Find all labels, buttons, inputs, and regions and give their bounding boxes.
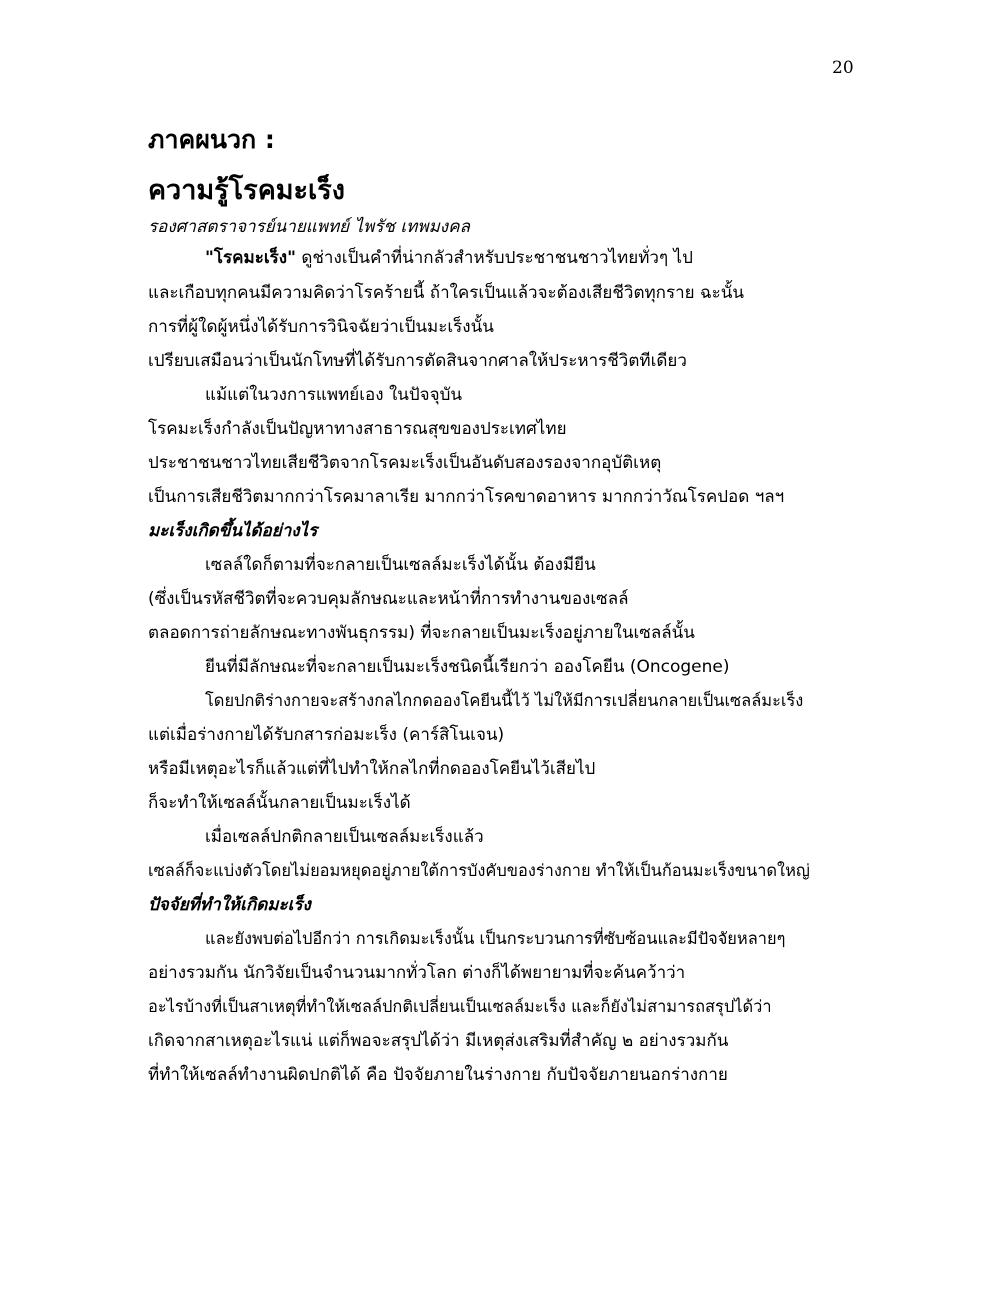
paragraph-3-first-line: เซลล์ใดก็ตามที่จะกลายเป็นเซลล์มะเร็งได้นั้น ต้องมียีน xyxy=(205,555,596,575)
paragraph-7-first-line: และยังพบต่อไปอีกว่า การเกิดมะเร็งนั้น เป็นกระบวนการที่ซับซ้อนและมีปัจจัยหลายๆ xyxy=(205,929,786,948)
paragraph-5-first-line: โดยปกติร่างกายจะสร้างกลไกกดอองโคยีนนี้ไว้ ไม่ให้มีการเปลี่ยนกลายเป็นเซลล์มะเร็ง xyxy=(205,691,804,710)
appendix-title: ภาคผนวก : xyxy=(148,125,275,154)
paragraph-1-line: การที่ผู้ใดผู้หนึ่งได้รับการวินิจฉัยว่าเป็นมะเร็งนั้น xyxy=(148,317,494,337)
paragraph-3-line: (ซึ่งเป็นรหัสชีวิตที่จะควบคุมลักษณะและหน้าที่การทำงานของเซลล์ xyxy=(148,589,629,609)
paragraph-7-line: อย่างรวมกัน นักวิจัยเป็นจำนวนมากทั่วโลก ต่างก็ได้พยายามที่จะค้นคว้าว่า xyxy=(148,963,686,983)
paragraph-1-line: และเกือบทุกคนมีความคิดว่าโรคร้ายนี้ ถ้าใครเป็นแล้วจะต้องเสียชีวิตทุกราย ฉะนั้น xyxy=(148,283,744,303)
page-number: 20 xyxy=(832,58,854,78)
paragraph-1-line: เปรียบเสมือนว่าเป็นนักโทษที่ได้รับการตัดสินจากศาลให้ประหารชีวิตทีเดียว xyxy=(148,351,687,371)
paragraph-1-first-line xyxy=(205,246,693,270)
term-cancer-bold: "โรคมะเร็ง" xyxy=(205,248,296,268)
paragraph-6-first-line: เมื่อเซลล์ปกติกลายเป็นเซลล์มะเร็งแล้ว xyxy=(205,827,484,847)
section-heading-cancer-factors: ปัจจัยที่ทำให้เกิดมะเร็ง xyxy=(148,895,311,915)
paragraph-5-line: แต่เมื่อร่างกายได้รับกสารก่อมะเร็ง (คาร์สิโนเจน) xyxy=(148,725,505,745)
paragraph-5-line: ก็จะทำให้เซลล์นั้นกลายเป็นมะเร็งได้ xyxy=(148,793,411,813)
paragraph-5-line: หรือมีเหตุอะไรก็แล้วแต่ที่ไปทำให้กลไกที่กดอองโคยีนไว้เสียไป xyxy=(148,759,596,779)
paragraph-7-line: เกิดจากสาเหตุอะไรแน่ แต่ก็พอจะสรุปได้ว่า มีเหตุส่งเสริมที่สำคัญ ๒ อย่างรวมกัน xyxy=(148,1031,729,1051)
paragraph-2-line: โรคมะเร็งกำลังเป็นปัญหาทางสาธารณสุขของประเทศไทย xyxy=(148,419,567,439)
paragraph-1-lead-text: ดูช่างเป็นคำที่น่ากลัวสำหรับประชาชนชาวไทยทั่วๆ ไป xyxy=(295,248,693,268)
paragraph-3-line: ตลอดการถ่ายลักษณะทางพันธุกรรม) ที่จะกลายเป็นมะเร็งอยู่ภายในเซลล์นั้น xyxy=(148,623,695,643)
paragraph-2-line: ประชาชนชาวไทยเสียชีวิตจากโรคมะเร็งเป็นอันดับสองรองจากอุบัติเหตุ xyxy=(148,453,662,473)
paragraph-7-line: อะไรบ้างที่เป็นสาเหตุที่ทำให้เซลล์ปกติเปลี่ยนเป็นเซลล์มะเร็ง และก็ยังไม่สามารถสรุปได้ว่า xyxy=(148,997,772,1016)
paragraph-7-line: ที่ทำให้เซลล์ทำงานผิดปกติได้ คือ ปัจจัยภายในร่างกาย กับปัจจัยภายนอกร่างกาย xyxy=(148,1065,728,1085)
paragraph-2-line: เป็นการเสียชีวิตมากกว่าโรคมาลาเรีย มากกว่าโรคขาดอาหาร มากกว่าวัณโรคปอด ฯลฯ xyxy=(148,487,785,507)
paragraph-6-line: เซลล์ก็จะแบ่งตัวโดยไม่ยอมหยุดอยู่ภายใต้การบังคับของร่างกาย ทำให้เป็นก้อนมะเร็งขนาดใหญ่ xyxy=(148,861,810,880)
main-title: ความรู้โรคมะเร็ง xyxy=(148,175,345,206)
paragraph-2-first-line: แม้แต่ในวงการแพทย์เอง ในปัจจุบัน xyxy=(205,385,463,405)
section-heading-how-cancer-occurs: มะเร็งเกิดขึ้นได้อย่างไร xyxy=(148,521,318,541)
author-line: รองศาสตราจารย์นายแพทย์ ไพรัช เทพมงคล xyxy=(148,217,470,237)
paragraph-4-first-line: ยีนที่มีลักษณะที่จะกลายเป็นมะเร็งชนิดนี้เรียกว่า อองโคยีน (Oncogene) xyxy=(205,657,730,677)
